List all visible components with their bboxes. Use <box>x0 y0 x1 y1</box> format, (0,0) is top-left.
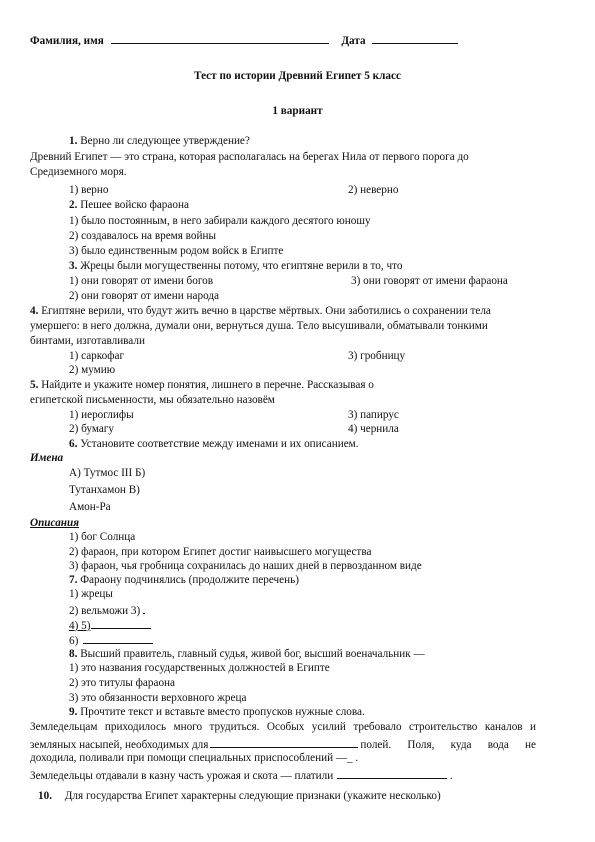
q6-text: Установите соответствие между именами и их описанием. <box>80 438 359 450</box>
q5-line1: Найдите и укажите номер понятия, лишнего в перечне. Рассказывая о <box>41 379 374 391</box>
q6-description-1: 1) бог Солнца <box>69 531 136 543</box>
q3-text: Жрецы были могущественны потому, что египтяне верили в то, что <box>80 260 403 272</box>
variant-label: 1 вариант <box>272 105 323 117</box>
page-title: Тест по истории Древний Египет 5 класс <box>194 70 401 82</box>
q7-item-1: 1) жрецы <box>69 588 113 600</box>
q3-option-3: 3) они говорят от имени фараона <box>351 275 508 287</box>
q1-option-1: 1) верно <box>69 184 109 196</box>
q4-number: 4. <box>30 305 39 317</box>
q4-option-2: 2) мумию <box>69 364 116 376</box>
q4-option-1: 1) саркофаг <box>69 350 125 362</box>
surname-label: Фамилия, имя <box>30 35 104 47</box>
q5-option-2: 2) бумагу <box>69 423 114 435</box>
q9-line2 <box>30 737 536 752</box>
q7-item-4-text: 6) <box>69 635 79 647</box>
q1-text: Верно ли следующее утверждение? <box>80 135 250 147</box>
q5-option-1: 1) иероглифы <box>69 409 134 421</box>
q6-descriptions-label: Описания <box>30 517 79 529</box>
q9-line4-end: . <box>449 770 453 782</box>
q5-option-3: 3) папирус <box>348 409 399 421</box>
q4-line2: умершего: в него должна, думали они, вернуться душа. Тело высушивали, обматывали тонкими <box>30 320 488 332</box>
question-3 <box>69 260 402 273</box>
q8-option-2: 2) это титулы фараона <box>69 677 175 689</box>
question-1 <box>69 135 250 148</box>
question-2 <box>69 199 189 212</box>
q3-option-1: 1) они говорят от имени богов <box>69 275 214 287</box>
q6-description-3: 3) фараон, чья гробница сохранилась до наших дней в первозданном виде <box>69 560 422 572</box>
question-8 <box>69 648 425 661</box>
q8-number: 8. <box>69 648 78 660</box>
q9-blank-1[interactable] <box>210 737 358 748</box>
q8-text: Высший правитель, главный судья, живой бог, высший военачальник — <box>80 648 425 660</box>
q7-item-2 <box>69 603 145 618</box>
q7-item-2-text: 2) вельможи 3) <box>69 605 141 617</box>
q6-number: 6. <box>69 438 78 450</box>
q9-line2-end: полей. Поля, куда вода не <box>360 739 536 751</box>
q1-statement-line2: Средиземного моря. <box>30 166 127 178</box>
q10-number: 10. <box>38 790 52 802</box>
q5-option-4: 4) чернила <box>348 423 399 435</box>
q9-line4-text: Земледельцы отдавали в казну часть урожая и скота — платили <box>30 770 334 782</box>
name-label-line <box>30 33 458 48</box>
q7-item-4 <box>69 633 153 648</box>
date-blank[interactable] <box>372 33 458 44</box>
q9-line2-start: земляных насыпей, необходимых для <box>30 739 209 751</box>
q7-blank-6[interactable] <box>83 633 153 644</box>
q4-line1: Египтяне верили, что будут жить вечно в царстве мёртвых. Они заботились о сохранении тела <box>41 305 491 317</box>
q1-statement-line1: Древний Египет — это страна, которая располагалась на берегах Нила от первого порога до <box>30 151 469 163</box>
q7-blank-5[interactable] <box>91 618 151 629</box>
q8-option-3: 3) это обязанности верховного жреца <box>69 692 247 704</box>
q4-line3: бинтами, изготавливали <box>30 335 145 347</box>
q9-text: Прочтите текст и вставьте вместо пропусков нужные слова. <box>80 706 365 718</box>
q10-text: Для государства Египет характерны следующие признаки (укажите несколько) <box>64 790 441 802</box>
q5-number: 5. <box>30 379 39 391</box>
question-10 <box>38 790 441 803</box>
name-blank[interactable] <box>111 33 329 44</box>
q2-number: 2. <box>69 199 78 211</box>
question-4 <box>30 305 491 318</box>
q7-number: 7. <box>69 574 78 586</box>
q4-option-3: 3) гробницу <box>348 350 406 362</box>
q2-text: Пешее войско фараона <box>80 199 189 211</box>
q2-option-1: 1) было постоянным, в него забирали каждого десятого юношу <box>69 215 371 227</box>
q6-name-b: Тутанхамон В) <box>69 484 140 496</box>
date-label: Дата <box>341 35 366 47</box>
q7-item-3-text: 4) 5) <box>69 620 91 632</box>
q1-number: 1. <box>69 135 78 147</box>
q2-option-3: 3) было единственным родом войск в Египте <box>69 245 284 257</box>
q9-line1: Земледельцам приходилось много трудиться. Особых усилий требовало строительство каналов и <box>30 721 536 733</box>
q9-blank-2[interactable] <box>337 768 447 779</box>
q6-description-2: 2) фараон, при котором Египет достиг наивысшего могущества <box>69 546 372 558</box>
question-5 <box>30 379 374 392</box>
q2-option-2: 2) создавалось на время войны <box>69 230 216 242</box>
q9-number: 9. <box>69 706 78 718</box>
q7-blank-3[interactable] <box>143 603 145 614</box>
q9-line4 <box>30 768 453 783</box>
question-6 <box>69 438 359 451</box>
q8-option-1: 1) это названия государственных должностей в Египте <box>69 662 330 674</box>
q6-name-a: А) Тутмос III Б) <box>69 467 146 479</box>
q1-option-2: 2) неверно <box>348 184 399 196</box>
q3-option-2: 2) они говорят от имени народа <box>69 290 220 302</box>
q3-number: 3. <box>69 260 78 272</box>
q6-names-label: Имена <box>30 452 64 464</box>
question-7 <box>69 574 299 587</box>
q5-line2: египетской письменности, мы обязательно назовём <box>30 394 275 406</box>
q6-name-c: Амон-Ра <box>69 501 111 513</box>
q9-line3: доходила, поливали при помощи специальных приспособлений —_ . <box>30 752 359 764</box>
q7-item-3 <box>69 618 151 633</box>
question-9 <box>69 706 365 719</box>
q7-text: Фараону подчинялись (продолжите перечень) <box>80 574 299 586</box>
